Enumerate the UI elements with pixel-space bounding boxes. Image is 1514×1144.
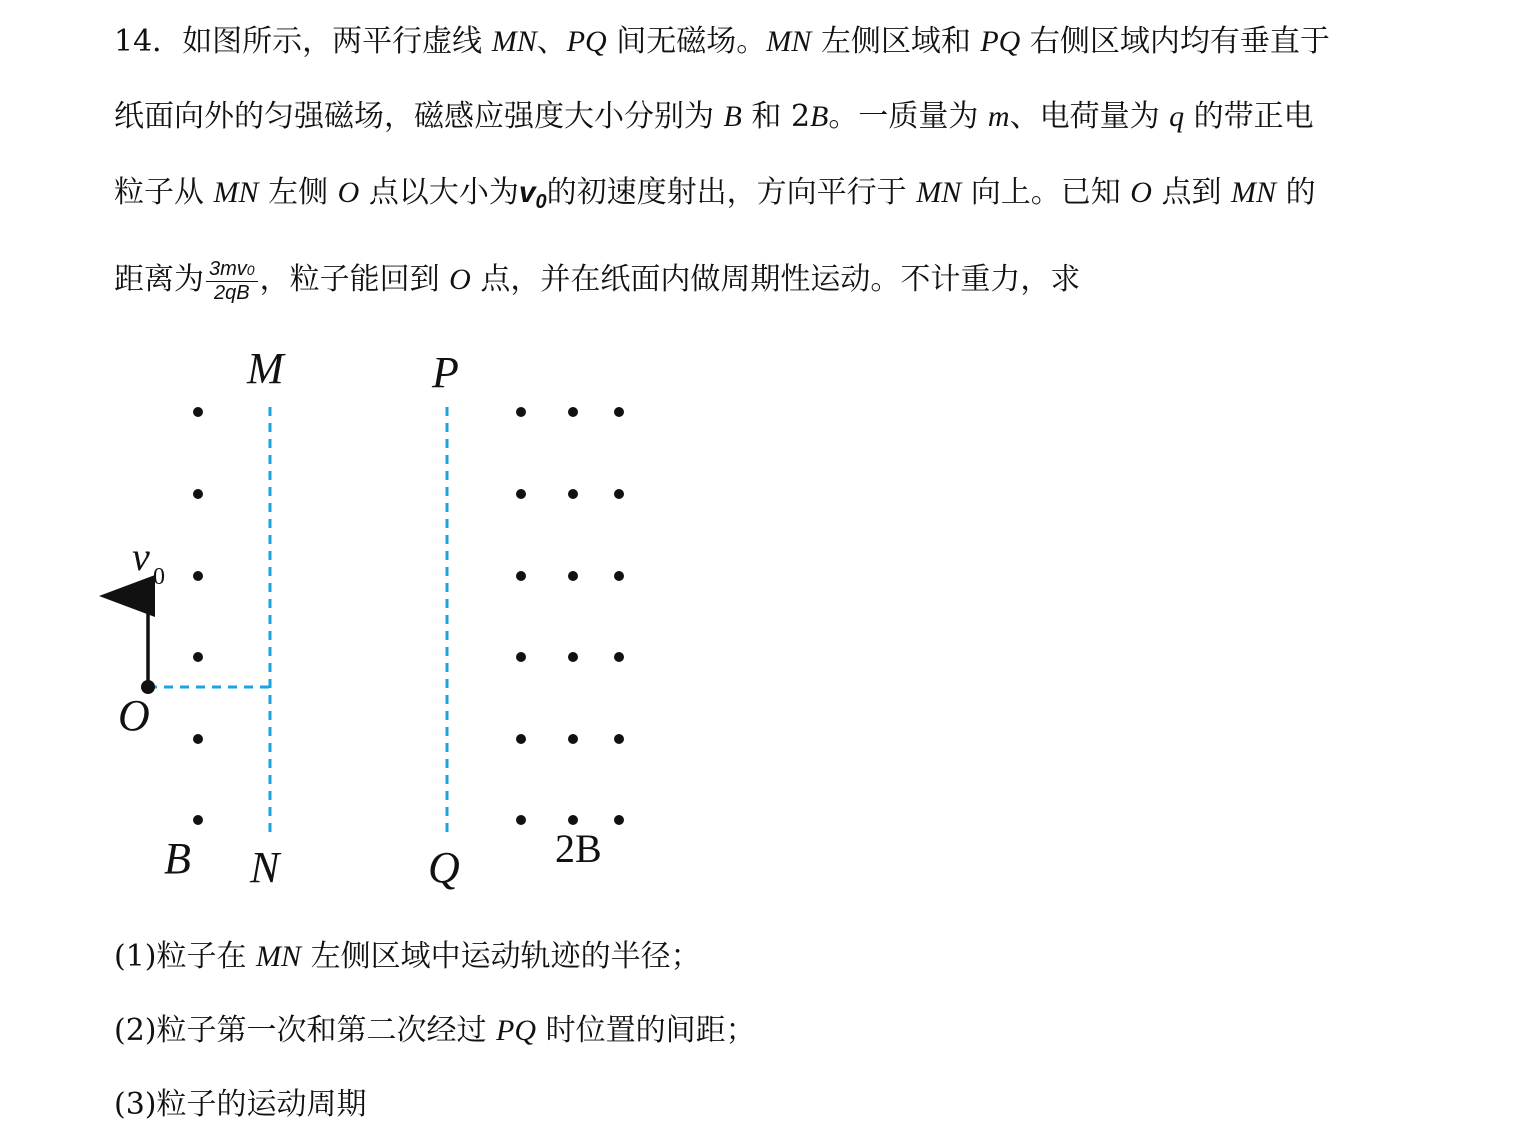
field-dot [568,489,578,499]
field-dot [614,815,624,825]
field-dot [193,571,203,581]
field-dot [614,652,624,662]
field-dot [516,407,526,417]
field-dot [568,815,578,825]
label-m: M [247,344,284,393]
field-dot [516,571,526,581]
label-q: Q [428,843,460,892]
label-2b: 2B [555,826,602,871]
v0-symbol: $v_0$ [518,176,547,213]
problem-line-2: 纸面向外的匀强磁场，磁感应强度大小分别为 B 和 2B。一质量为 m、电荷量为 q 的带正电 [114,99,1314,134]
field-dot [614,489,624,499]
field-dot [614,571,624,581]
field-dot [193,734,203,744]
field-dot [193,815,203,825]
problem-line-1: 14．如图所示，两平行虚线 MN、PQ 间无磁场。MN 左侧区域和 PQ 右侧区域内均有垂直于 [114,24,1330,59]
label-n: N [250,843,280,892]
field-dot [568,407,578,417]
right-field-dots [516,407,624,825]
field-dot [193,489,203,499]
problem-number: 14． [114,24,183,59]
field-dot [193,652,203,662]
left-field-dots [193,407,203,825]
label-b: B [164,834,191,883]
distance-fraction: $\frac{3mv0}{2qB}$ [206,258,258,304]
label-o: O [118,691,150,740]
question-3: (3)粒子的运动周期 [114,1087,367,1122]
field-dot [568,652,578,662]
field-dot [516,734,526,744]
label-v-sub: 0 [153,564,165,590]
field-dot [193,407,203,417]
label-v: v [132,534,150,579]
field-dot [516,652,526,662]
field-dot [568,734,578,744]
problem-line-3: 粒子从 MN 左侧 O 点以大小为$v_0$的初速度射出，方向平行于 MN 向上。已知 O 点到 MN 的 [114,175,1316,213]
question-2: (2)粒子第一次和第二次经过 PQ 时位置的间距； [114,1013,756,1048]
field-dot [516,489,526,499]
field-dot [516,815,526,825]
problem-line-4: 距离为 $\frac{3mv0}{2qB}$ ，粒子能回到 O 点，并在纸面内做周期性运动。不计重力，求 [114,258,1081,304]
field-dot [614,734,624,744]
field-dot [614,407,624,417]
field-dot [568,571,578,581]
question-1: (1)粒子在 MN 左侧区域中运动轨迹的半径； [114,939,701,974]
label-p: P [432,348,459,397]
